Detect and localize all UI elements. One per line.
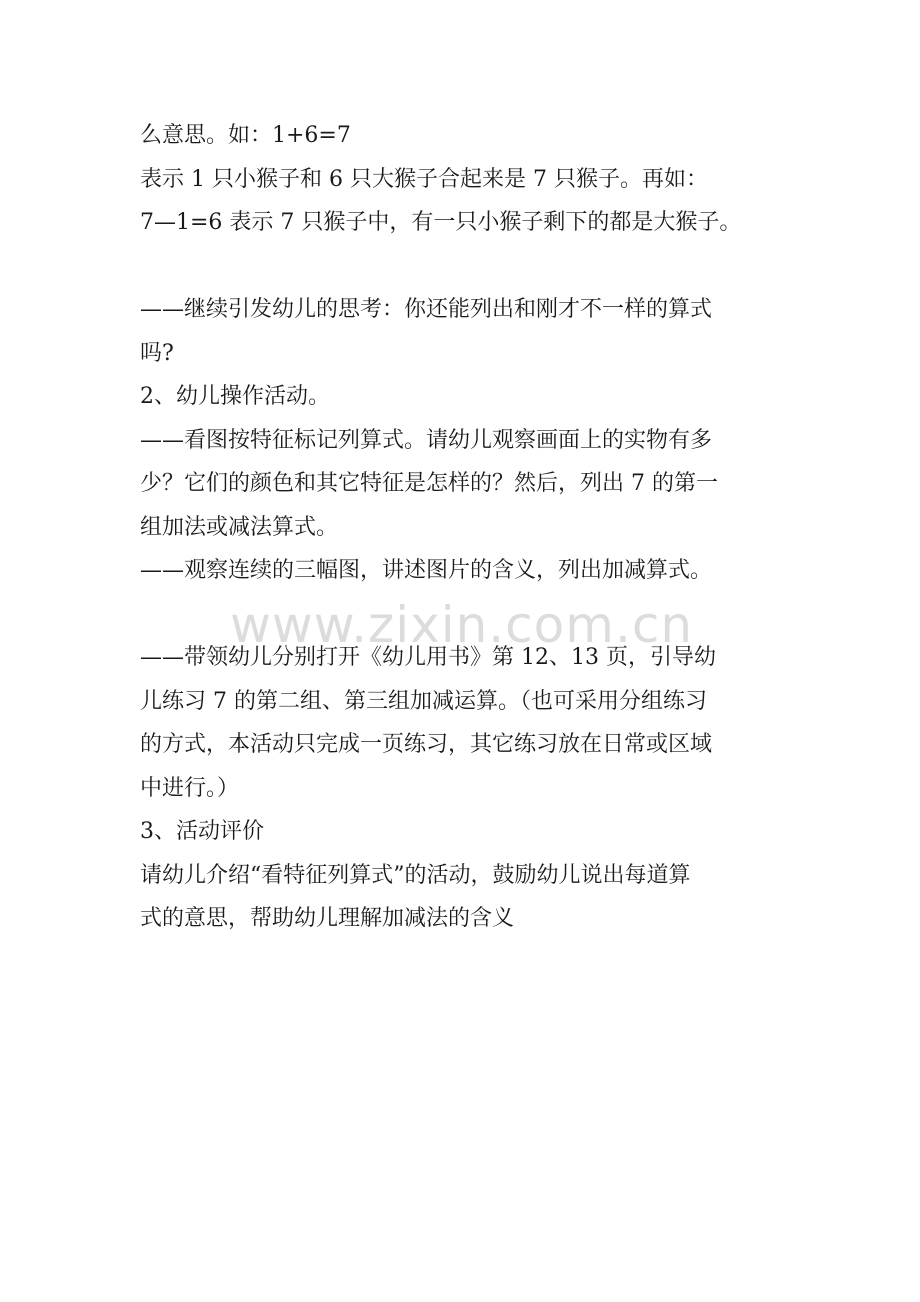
document-body — [140, 114, 790, 941]
text-line: ——继续引发幼儿的思考：你还能列出和刚才不一样的算式 — [140, 297, 713, 322]
section-heading: 2、幼儿操作活动。 — [140, 384, 330, 409]
text-line: 表示 1 只小猴子和 6 只大猴子合起来是 7 只猴子。再如： — [140, 166, 708, 192]
text-line: ——观察连续的三幅图，讲述图片的含义，列出加减算式。 — [140, 558, 713, 583]
text-line: ——看图按特征标记列算式。请幼儿观察画面上的实物有多 — [140, 427, 713, 453]
text-line: ——带领幼儿分别打开《幼儿用书》第 12、13 页，引导幼 — [140, 645, 716, 670]
text-line: 中进行。） — [140, 775, 240, 801]
text-line: 吗? — [140, 340, 174, 366]
watermark: www.zixin.com.cn — [230, 596, 694, 654]
text-line: 么意思。如：1+6=7 — [140, 123, 351, 148]
text-line: 式的意思，帮助幼儿理解加减法的含义 — [140, 906, 515, 931]
section-heading: 3、活动评价 — [140, 819, 264, 844]
text-line: 组加法或减法算式。 — [140, 514, 339, 540]
text-line: 的方式，本活动只完成一页练习，其它练习放在日常或区域 — [140, 732, 713, 757]
text-line: 7—1=6 表示 7 只猴子中，有一只小猴子剩下的都是大猴子。 — [140, 210, 742, 235]
text-line: 儿练习 7 的第二组、第三组加减运算。（也可采用分组练习 — [140, 688, 707, 714]
blank-line — [140, 245, 790, 289]
text-line: 少？它们的颜色和其它特征是怎样的？然后，列出 7 的第一 — [140, 471, 718, 496]
text-line: 请幼儿介绍“看特征列算式”的活动，鼓励幼儿说出每道算 — [140, 862, 691, 888]
